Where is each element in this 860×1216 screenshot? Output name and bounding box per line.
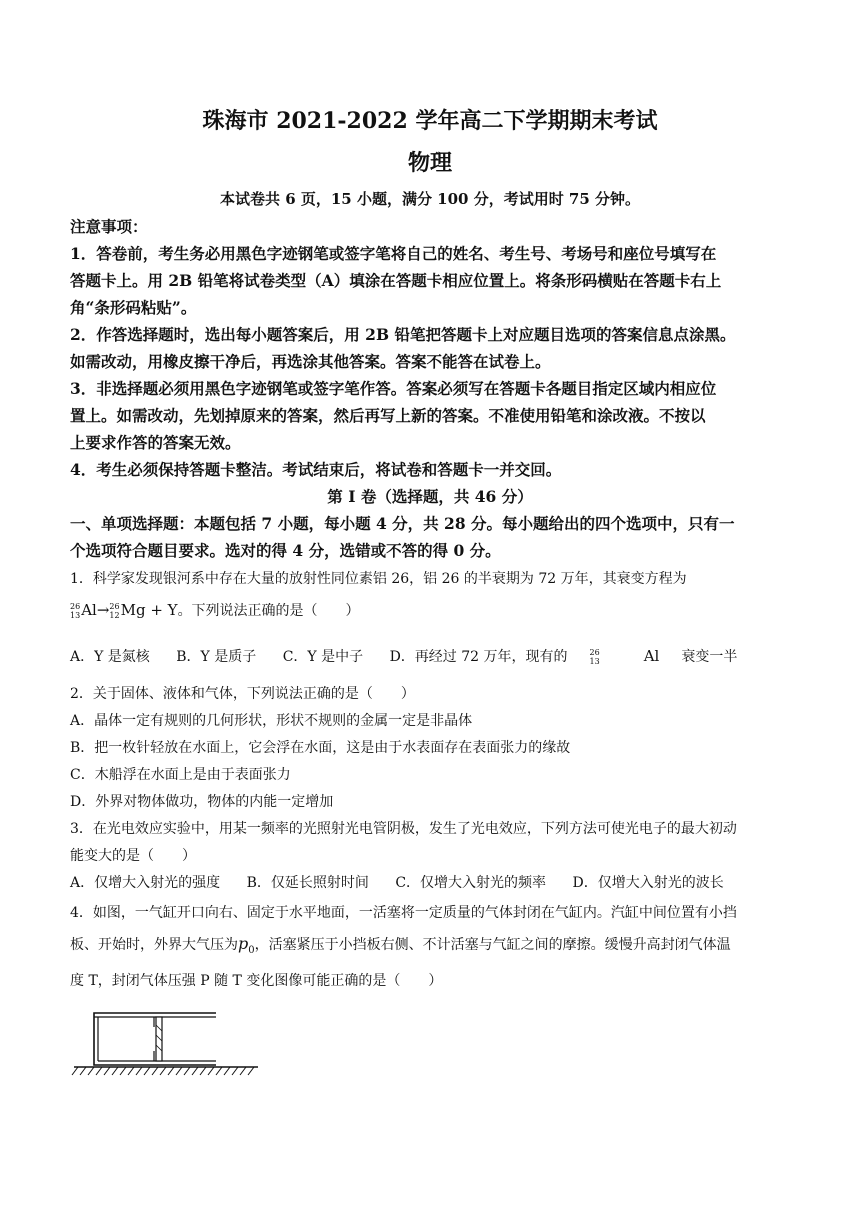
q1-stem-tail: 。下列说法正确的是（ ） <box>177 603 360 619</box>
q3-option-d[interactable]: D．仅增大入射光的波长 <box>572 875 724 891</box>
notes-line: 置上。如需改动，先划掉原来的答案，然后再写上新的答案。不准使用铅笔和涂改液。不按以 <box>70 406 706 425</box>
q4-stem-line2: 板、开始时，外界大气压为$p_0$，活塞紧压于小挡板右侧、不计活塞与气缸之间的摩擦。缓慢升高封闭气体温 <box>70 934 731 956</box>
exam-info: 本试卷共 6 页，15 小题，满分 100 分，考试用时 75 分钟。 <box>219 190 641 208</box>
notes-heading: 注意事项： <box>70 217 148 236</box>
arrow-icon: → <box>96 601 110 619</box>
q4-stem: 4．如图，一气缸开口向右、固定于水平地面，一活塞将一定质量的气体封闭在气缸内。汽缸中间位置有小挡 <box>70 905 737 921</box>
q2-option-b[interactable]: B．把一枚针轻放在水面上，它会浮在水面，这是由于水表面存在表面张力的缘故 <box>70 740 571 756</box>
q1-options <box>70 646 794 666</box>
cylinder-figure <box>70 1005 270 1077</box>
q2-stem: 2．关于固体、液体和气体，下列说法正确的是（ ） <box>70 686 415 702</box>
q3-option-a[interactable]: A．仅增大入射光的强度 <box>70 875 221 891</box>
q1-option-d[interactable]: D．再经过 72 万年，现有的 26 13 Al 衰变一半 <box>389 647 738 666</box>
q2-option-d[interactable]: D．外界对物体做功，物体的内能一定增加 <box>70 794 334 810</box>
p0-symbol: p <box>238 934 249 953</box>
notes-line: 如需改动，用橡皮擦干净后，再选涂其他答案。答案不能答在试卷上。 <box>70 352 551 371</box>
q3-stem: 3．在光电效应实验中，用某一频率的光照射光电管阴极，发生了光电效应，下列方法可使光电子的最大初动 <box>70 821 737 837</box>
mg-nuclide-numbers: 26 12 <box>109 602 120 620</box>
q3-stem: 能变大的是（ ） <box>70 848 196 864</box>
al-nuclide-numbers: 26 13 <box>70 602 81 620</box>
notes-line: 上要求作答的答案无效。 <box>70 433 241 452</box>
q3-option-c[interactable]: C．仅增大入射光的频率 <box>395 875 547 891</box>
mg-symbol: Mg + Y <box>120 601 178 619</box>
q3-options <box>70 872 794 892</box>
q4-stem: 度 T，封闭气体压强 P 随 T 变化图像可能正确的是（ ） <box>70 973 443 989</box>
section-instructions: 一、单项选择题：本题包括 7 小题，每小题 4 分，共 28 分。每小题给出的四个选项中，只有一 <box>70 514 735 533</box>
notes-line: 答题卡上。用 2B 铅笔将试卷类型（A）填涂在答题卡相应位置上。将条形码横贴在答题卡右上 <box>70 271 722 290</box>
q1-option-b[interactable]: B．Y 是质子 <box>176 649 257 665</box>
exam-title: 珠海市 2021-2022 学年高二下学期期末考试 <box>202 108 658 134</box>
section-instructions: 个选项符合题目要求。选对的得 4 分，选错或不答的得 0 分。 <box>70 541 501 560</box>
exam-subject: 物理 <box>407 150 452 176</box>
q2-option-a[interactable]: A．晶体一定有规则的几何形状，形状不规则的金属一定是非晶体 <box>70 713 473 729</box>
q1-equation-line <box>70 600 794 620</box>
al-symbol: Al <box>81 601 97 619</box>
q3-option-b[interactable]: B．仅延长照射时间 <box>246 875 369 891</box>
section-title: 第 I 卷（选择题，共 46 分） <box>327 487 533 506</box>
q2-option-c[interactable]: C．木船浮在水面上是由于表面张力 <box>70 767 291 783</box>
notes-line: 4．考生必须保持答题卡整洁。考试结束后，将试卷和答题卡一并交回。 <box>70 460 562 479</box>
notes-line: 2．作答选择题时，选出每小题答案后，用 2B 铅笔把答题卡上对应题目选项的答案信息点涂黑。 <box>70 325 736 344</box>
q1-option-c[interactable]: C．Y 是中子 <box>282 649 364 665</box>
notes-line: 角“条形码粘贴”。 <box>70 298 197 317</box>
q1-stem: 1．科学家发现银河系中存在大量的放射性同位素铝 26，铝 26 的半衰期为 72 万年，其衰变方程为 <box>70 571 687 587</box>
q1-option-a[interactable]: A．Y 是氮核 <box>70 649 150 665</box>
notes-line: 3．非选择题必须用黑色字迹钢笔或签字笔作答。答案必须写在答题卡各题目指定区域内相应位 <box>70 379 717 398</box>
notes-line: 1．答卷前，考生务必用黑色字迹钢笔或签字笔将自己的姓名、考生号、考场号和座位号填写在 <box>70 244 717 263</box>
